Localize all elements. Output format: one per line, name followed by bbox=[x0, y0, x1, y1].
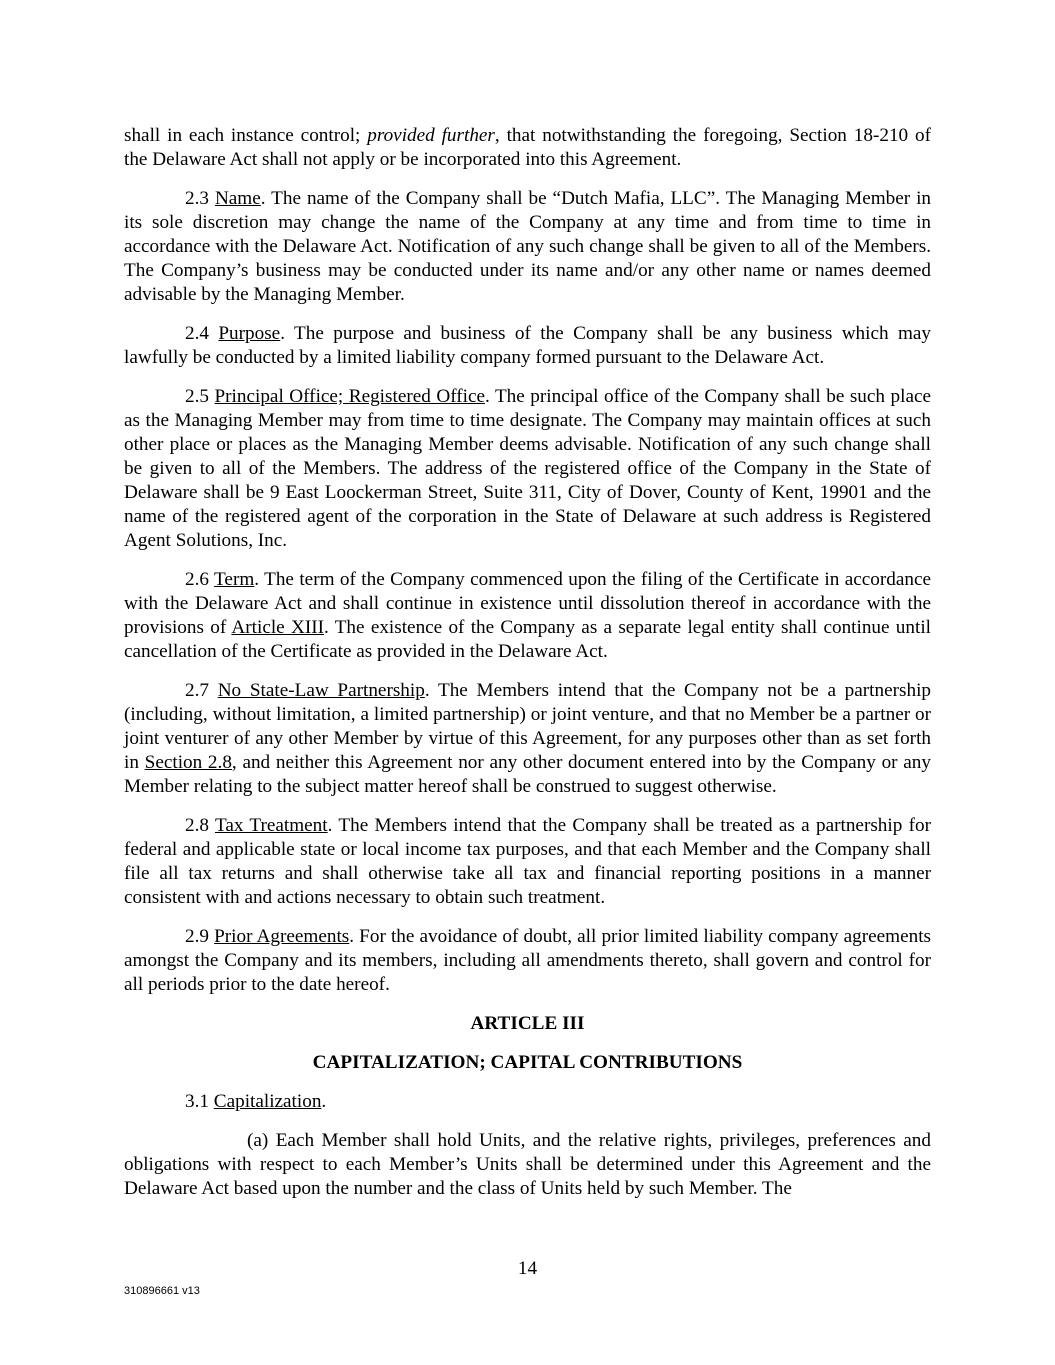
section-2-3 bbox=[124, 187, 931, 307]
section-body: , and neither this Agreement nor any other document entered into by the Company or any Member relating to the subject matter hereof shall be construed to suggest otherwise. bbox=[124, 752, 931, 797]
section-body: . The name of the Company shall be “Dutch Mafia, LLC”. The Managing Member in its sole discretion may change the name of the Company at any time and from time to time in accordance with the Delaware Act. Notification of any such change shall be given to all of the Members. The Company’s business may be conducted under its name and/or any other name or names deemed advisable by the Managing Member. bbox=[124, 188, 932, 305]
section-tail: . bbox=[321, 1091, 327, 1112]
section-2-8 bbox=[124, 814, 931, 910]
section-body: . The Members intend that the Company not be a partnership (including, without limitation, a limited partnership) or joint venture, and that no Member be a partner or joint venturer of any other Member by virtue of this Agreement, for any purposes other than as set forth in bbox=[124, 680, 931, 773]
section-number: 3.1 bbox=[185, 1091, 214, 1112]
article-label: ARTICLE III bbox=[470, 1013, 585, 1034]
section-title: Purpose bbox=[218, 323, 281, 344]
section-2-5 bbox=[124, 385, 931, 553]
section-2-6 bbox=[124, 568, 931, 664]
section-body: . The Members intend that the Company shall be treated as a partnership for federal and applicable state or local income tax purposes, and that each Member and the Company shall file all tax returns and shall otherwise take all tax and financial reporting positions in a manner consistent with and actions necessary to obtain such treatment. bbox=[124, 815, 932, 908]
section-number: 2.5 bbox=[185, 386, 215, 407]
section-body: . The principal office of the Company shall be such place as the Managing Member may from time to time designate. The Company may maintain offices at such other place or places as the Managing Member deems advisable. Notification of any such change shall be given to all of the Members. The address of the registered office of the Company in the State of Delaware shall be 9 East Loockerman Street, Suite 311, City of Dover, County of Kent, 19901 and the name of the registered agent of the corporation in the State of Delaware at such address is Registered Agent Solutions, Inc. bbox=[124, 386, 931, 551]
section-number: 2.3 bbox=[185, 188, 215, 209]
section-number: 2.8 bbox=[185, 815, 215, 836]
text-run: , that notwithstanding the foregoing, Section 18-210 of the Delaware Act shall not apply or be incorporated into this Agreement. bbox=[124, 125, 931, 170]
section-body: . For the avoidance of doubt, all prior limited liability company agreements amongst the Company and its members, including all amendments thereto, shall govern and control for all periods prior to the date hereof. bbox=[124, 926, 931, 995]
section-title: Tax Treatment bbox=[214, 815, 328, 836]
section-title: Principal Office; Registered Office bbox=[214, 386, 485, 407]
text-run: shall in each instance control; bbox=[124, 125, 368, 146]
section-2-7 bbox=[124, 679, 931, 799]
section-body: . The purpose and business of the Company shall be any business which may lawfully be conducted by a limited liability company formed pursuant to the Delaware Act. bbox=[124, 323, 932, 368]
section-2-9 bbox=[124, 925, 931, 997]
paragraph-continuation bbox=[124, 124, 931, 172]
section-title: Prior Agreements bbox=[214, 926, 350, 947]
cross-reference-section-2-8: Section 2.8 bbox=[144, 752, 232, 773]
article-title: CAPITALIZATION; CAPITAL CONTRIBUTIONS bbox=[312, 1052, 743, 1073]
page-number: 14 bbox=[517, 1258, 538, 1279]
section-3-1-a: (a) Each Member shall hold Units, and the relative rights, privileges, preferences and obligations with respect to each Member’s Units shall be determined under this Agreement and the Delaware Act based upon the number and the class of Units held by such Member. The bbox=[124, 1130, 931, 1199]
section-number: 2.4 bbox=[185, 323, 219, 344]
section-body: . The existence of the Company as a separate legal entity shall continue until cancellation of the Certificate as provided in the Delaware Act. bbox=[124, 617, 931, 662]
section-number: 2.7 bbox=[185, 680, 218, 701]
section-title: No State-Law Partnership bbox=[217, 680, 425, 701]
italic-text: provided further bbox=[367, 125, 495, 146]
cross-reference-article-xiii: Article XIII bbox=[231, 617, 324, 638]
section-number: 2.6 bbox=[185, 569, 215, 590]
section-title: Name bbox=[214, 188, 261, 209]
section-number: 2.9 bbox=[185, 926, 215, 947]
section-3-1 bbox=[124, 1090, 931, 1114]
document-body bbox=[124, 124, 931, 1216]
section-title: Term bbox=[214, 569, 255, 590]
section-title: Capitalization bbox=[213, 1091, 322, 1112]
section-body: . The term of the Company commenced upon the filing of the Certificate in accordance with the Delaware Act and shall continue in existence until dissolution thereof in accordance with the provisions of bbox=[124, 569, 931, 638]
section-2-4 bbox=[124, 322, 931, 370]
document-id: 310896661 v13 bbox=[124, 1285, 200, 1297]
